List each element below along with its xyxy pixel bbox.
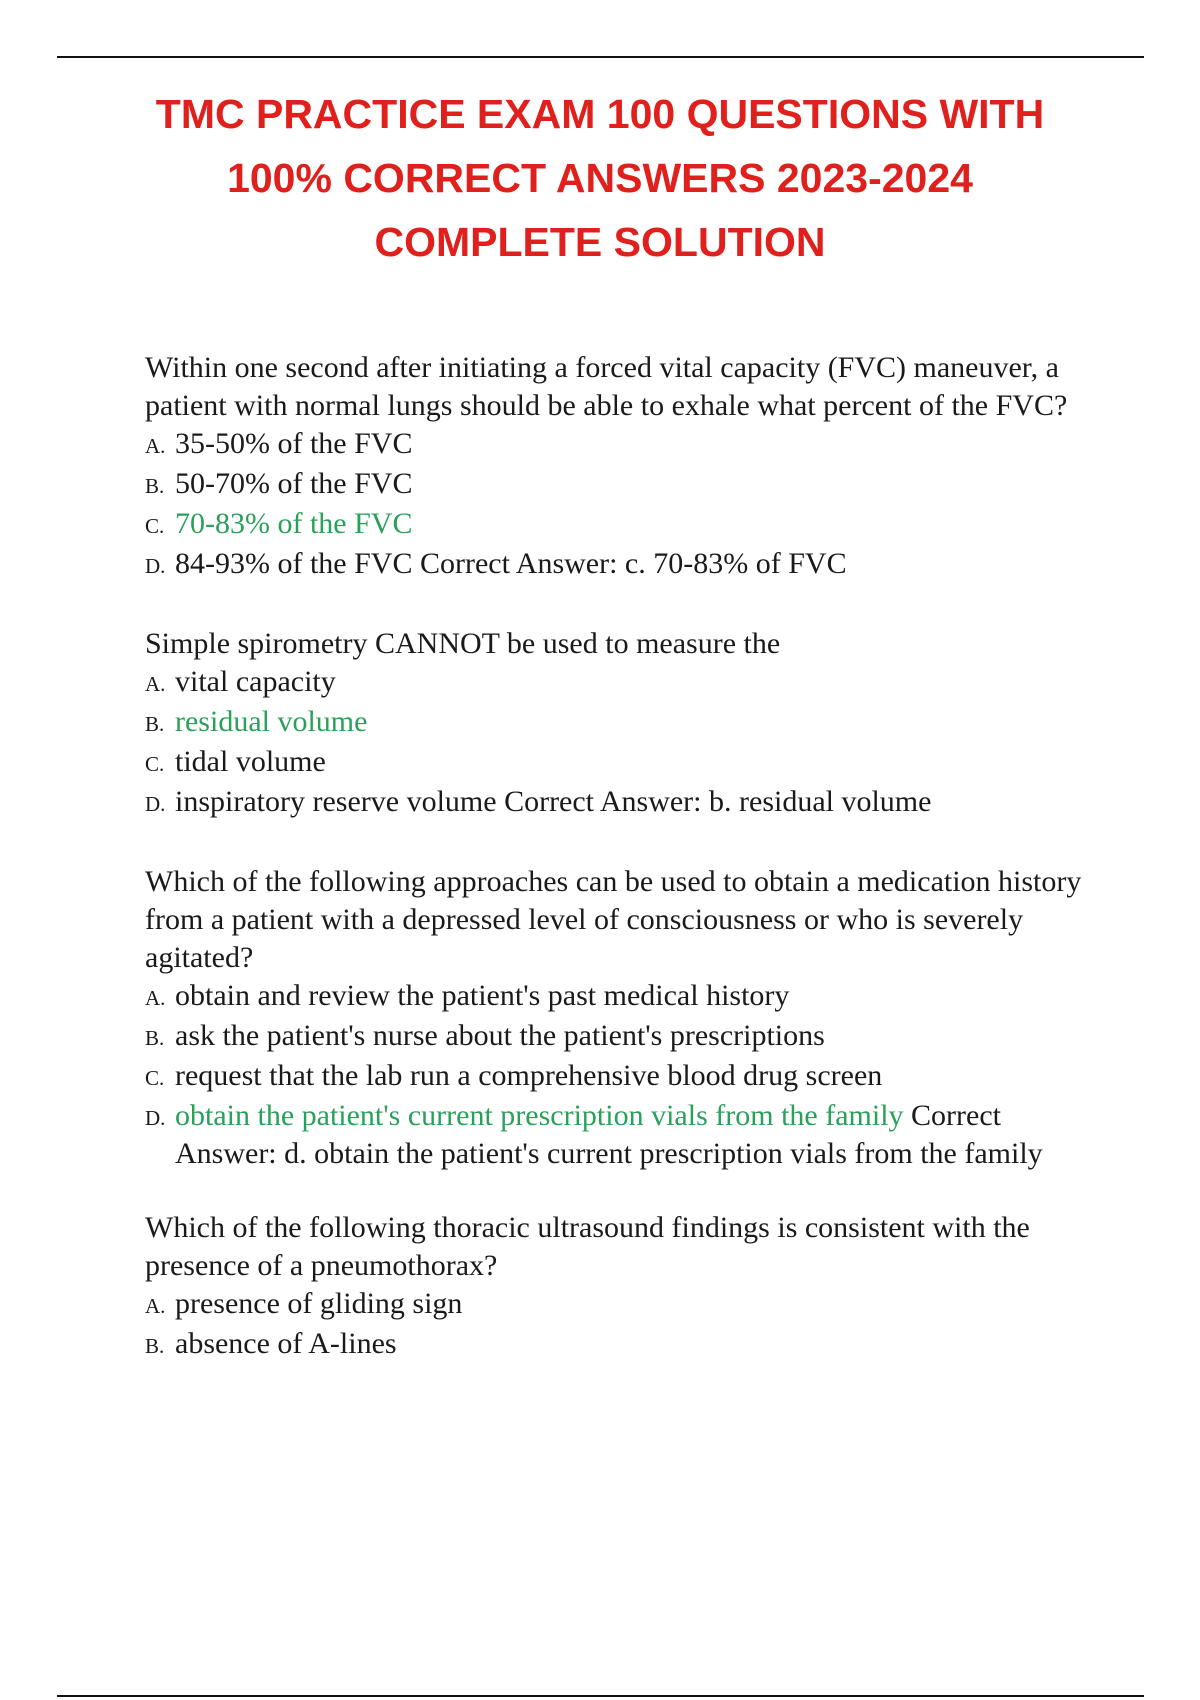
answer-note: Correct Answer: d. obtain the patient's current prescription vials from the family [175, 1099, 1043, 1170]
answer-note: Correct Answer: c. 70-83% of FVC [412, 547, 847, 580]
option-b [145, 1017, 1090, 1057]
option-text: presence of gliding sign [175, 1287, 463, 1320]
question-text: Which of the following approaches can be used to obtain a medication history from a patient with a depressed level of consciousness or who is severely agitated? [145, 865, 1082, 974]
option-a [145, 977, 1090, 1017]
question-text: Which of the following thoracic ultrasound findings is consistent with the presence of a pneumothorax? [145, 1211, 1030, 1282]
option-text: tidal volume [175, 745, 326, 778]
option-text: vital capacity [175, 665, 336, 698]
question-2 [145, 625, 1090, 823]
option-text: obtain and review the patient's past medical history [175, 979, 790, 1012]
option-a [145, 425, 1090, 465]
option-letter: D. [145, 554, 166, 578]
option-text: request that the lab run a comprehensive blood drug screen [175, 1059, 883, 1092]
option-letter: C. [145, 514, 165, 538]
option-a [145, 1285, 1090, 1325]
correct-option-text: 70-83% of the FVC [175, 507, 413, 540]
correct-option-text: residual volume [175, 705, 368, 738]
option-b [145, 703, 1090, 743]
option-text: absence of A-lines [175, 1327, 397, 1360]
option-letter: A. [145, 672, 166, 696]
option-d [145, 1097, 1090, 1173]
option-b [145, 1325, 1090, 1365]
question-3 [145, 863, 1090, 1173]
bottom-rule [57, 1695, 1144, 1697]
option-letter: A. [145, 986, 166, 1010]
title-line-1: TMC PRACTICE EXAM 100 QUESTIONS WITH [155, 91, 1045, 137]
option-a [145, 663, 1090, 703]
document-title [0, 82, 1200, 274]
option-letter: A. [145, 434, 166, 458]
option-letter: A. [145, 1294, 166, 1318]
option-text: 84-93% of the FVC [175, 547, 413, 580]
option-text: 35-50% of the FVC [175, 427, 413, 460]
option-letter: D. [145, 1106, 166, 1130]
top-rule [57, 56, 1144, 58]
option-letter: D. [145, 792, 166, 816]
option-letter: C. [145, 1066, 165, 1090]
option-d [145, 783, 1090, 823]
option-c [145, 1057, 1090, 1097]
answer-note: Correct Answer: b. residual volume [496, 785, 932, 818]
title-line-2: 100% CORRECT ANSWERS 2023-2024 [227, 155, 973, 201]
question-1 [145, 349, 1090, 585]
option-letter: B. [145, 1026, 165, 1050]
option-c [145, 743, 1090, 783]
option-text: ask the patient's nurse about the patient's prescriptions [175, 1019, 825, 1052]
option-text: 50-70% of the FVC [175, 467, 413, 500]
option-letter: B. [145, 474, 165, 498]
option-d [145, 545, 1090, 585]
question-text: Simple spirometry CANNOT be used to measure the [145, 627, 781, 660]
option-letter: C. [145, 752, 165, 776]
option-text: inspiratory reserve volume [175, 785, 497, 818]
questions-container [145, 349, 1090, 1405]
option-b [145, 465, 1090, 505]
correct-option-text: obtain the patient's current prescription vials from the family [175, 1099, 904, 1132]
option-letter: B. [145, 712, 165, 736]
option-letter: B. [145, 1334, 165, 1358]
question-4 [145, 1209, 1090, 1365]
option-c [145, 505, 1090, 545]
title-line-3: COMPLETE SOLUTION [374, 219, 826, 265]
question-text: Within one second after initiating a forced vital capacity (FVC) maneuver, a patient with normal lungs should be able to exhale what percent of the FVC? [145, 351, 1068, 422]
